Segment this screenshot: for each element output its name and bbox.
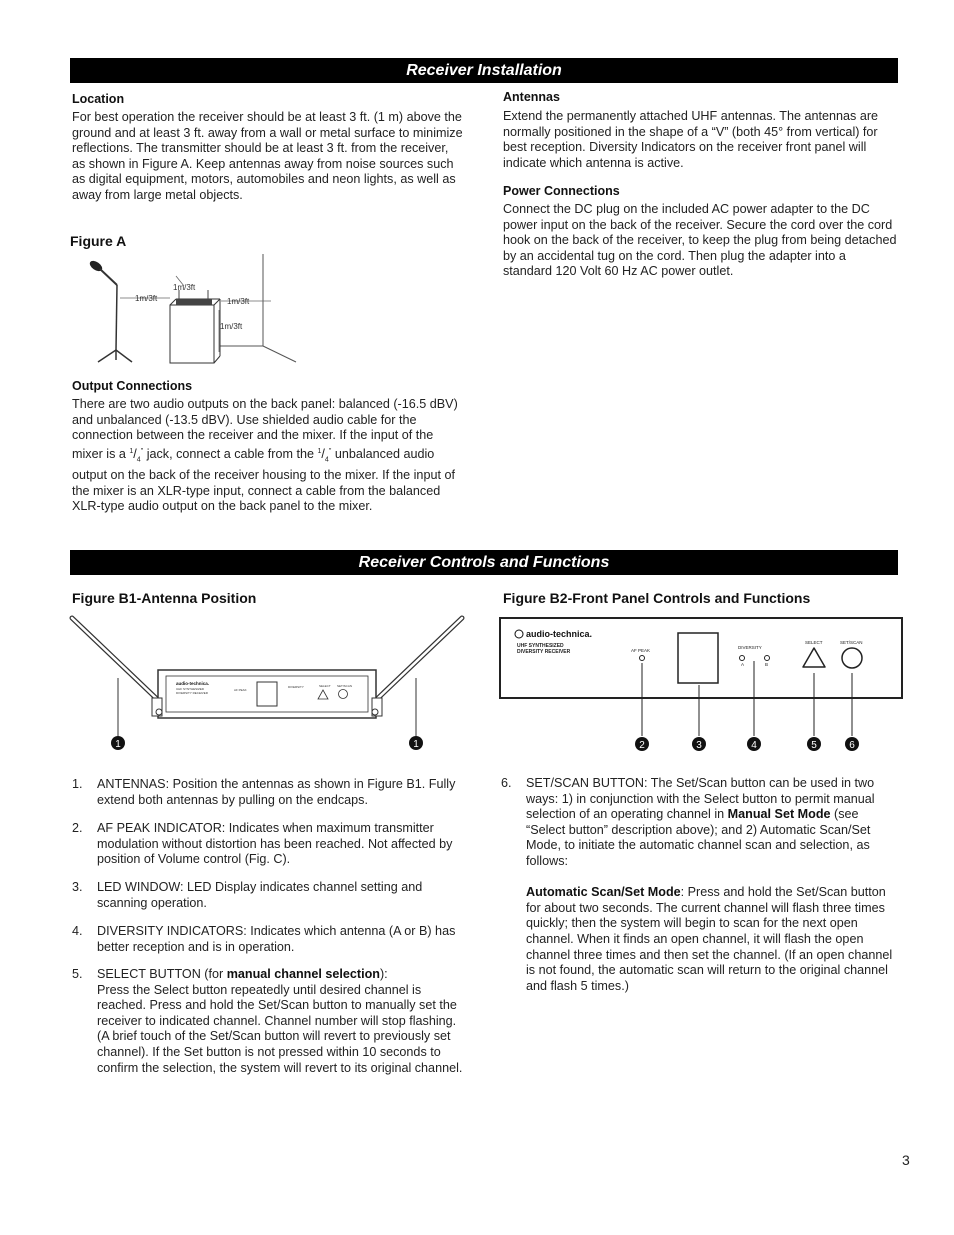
output-connections-heading: Output Connections [72, 379, 193, 393]
b1-callout-left: 1 [115, 739, 121, 750]
b2-select-label: SELECT [805, 640, 823, 645]
b2-callouts [635, 737, 859, 751]
b2-callout-5: 5 [811, 740, 817, 751]
b2-set-scan-label: SET/SCAN [840, 640, 863, 645]
location-heading: Location [72, 92, 125, 106]
b2-callout-2: 2 [639, 740, 645, 751]
b1-model-line2: DIVERSITY RECEIVER [176, 691, 208, 695]
distance-label-mic: 1m/3ft [135, 294, 158, 303]
distance-label-ceiling: 1m/3ft [173, 283, 196, 292]
b2-brand-logo: audio-technica. [526, 629, 593, 639]
antennas-body: Extend the permanently attached UHF antennas. The antennas are normally positioned in the shape of a “V” (both 45° from vertical) for best reception. Diversity Indicators on the receiver front panel will indicate which antenna is active. [503, 109, 879, 170]
b1-model-line1: UHF SYNTHESIZED [176, 687, 205, 691]
figure-b1-illustration [66, 612, 474, 757]
b1-callout-right: 1 [413, 739, 419, 750]
antenna-left-icon [72, 618, 158, 700]
af-peak-led-icon [640, 656, 645, 661]
b2-callout-4: 4 [751, 740, 757, 751]
section-banner-receiver-controls: Receiver Controls and Functions [70, 550, 898, 575]
output-connections-body: There are two audio outputs on the back panel: balanced (-16.5 dBV) and unbalanced (-13.5 dBV). Use shielded audio cable for the connection between the receiver and the mixer. If the input of the mixer is a $^1/_4^"$ jack, connect a cable from the $^1/_4^"$ unbalanced audio output on the back of the receiver housing to the mixer. If the input of the mixer is an XLR-type input, connect a cable from the balanced XLR-type audio output on the back panel to the mixer. [72, 397, 458, 514]
figure-b2-heading: Figure B2-Front Panel Controls and Functions [503, 590, 811, 606]
led-window [678, 633, 718, 683]
distance-label-wall: 1m/3ft [227, 297, 250, 306]
page-number: 3 [902, 1152, 910, 1168]
location-body: For best operation the receiver should be at least 3 ft. (1 m) above the ground and at least 3 ft. away from a wall or metal surface to minimize reflections. The transmitter should be at least 3 ft. from the receiver, as shown in Figure A. Keep antennas away from noise sources such as digital equipment, motors, automobiles and neon lights, as well as away from large metal objects. [72, 110, 463, 202]
mic-stand-icon [88, 259, 132, 362]
b1-select-label: SELECT [319, 684, 331, 688]
b1-af-peak-label: AF PEAK [234, 688, 247, 692]
b1-set-scan-label: SET/SCAN [337, 684, 353, 688]
b2-diversity-label: DIVERSITY [738, 645, 762, 650]
b2-div-b-label: B [765, 662, 769, 667]
b2-model-line2: DIVERSITY RECEIVER [517, 649, 571, 655]
antenna-right-icon [376, 618, 462, 700]
b2-callout-3: 3 [696, 740, 702, 751]
figure-a-illustration [84, 252, 300, 370]
b1-brand-logo: audio-technica. [176, 681, 210, 686]
distance-label-floor: 1m/3ft [220, 322, 243, 331]
figure-b1-heading: Figure B1-Antenna Position [72, 590, 257, 606]
section-banner-receiver-installation: Receiver Installation [70, 58, 898, 83]
diversity-b-led-icon [765, 656, 770, 661]
b2-af-peak-label: AF PEAK [631, 648, 651, 653]
diversity-a-led-icon [740, 656, 745, 661]
receiver-on-table-icon [170, 290, 220, 363]
antennas-heading: Antennas [503, 90, 560, 104]
figure-b2-illustration [497, 615, 905, 757]
b2-model-line1: UHF SYNTHESIZED [517, 643, 564, 649]
b2-div-a-label: A [741, 662, 745, 667]
figure-a-heading: Figure A [70, 233, 127, 249]
power-connections-heading: Power Connections [503, 184, 620, 198]
power-connections-body: Connect the DC plug on the included AC power adapter to the DC power input on the back of the receiver. Secure the cord over the cord hook on the back of the receiver, to keep the plug from being detached by an accidental tug on the cord. Then plug the adapter into a standard 120 Volt 60 Hz AC power outlet. [503, 202, 897, 279]
b2-callout-6: 6 [849, 740, 855, 751]
b1-diversity-label: DIVERSITY [288, 685, 304, 689]
set-scan-button-icon [842, 648, 862, 668]
